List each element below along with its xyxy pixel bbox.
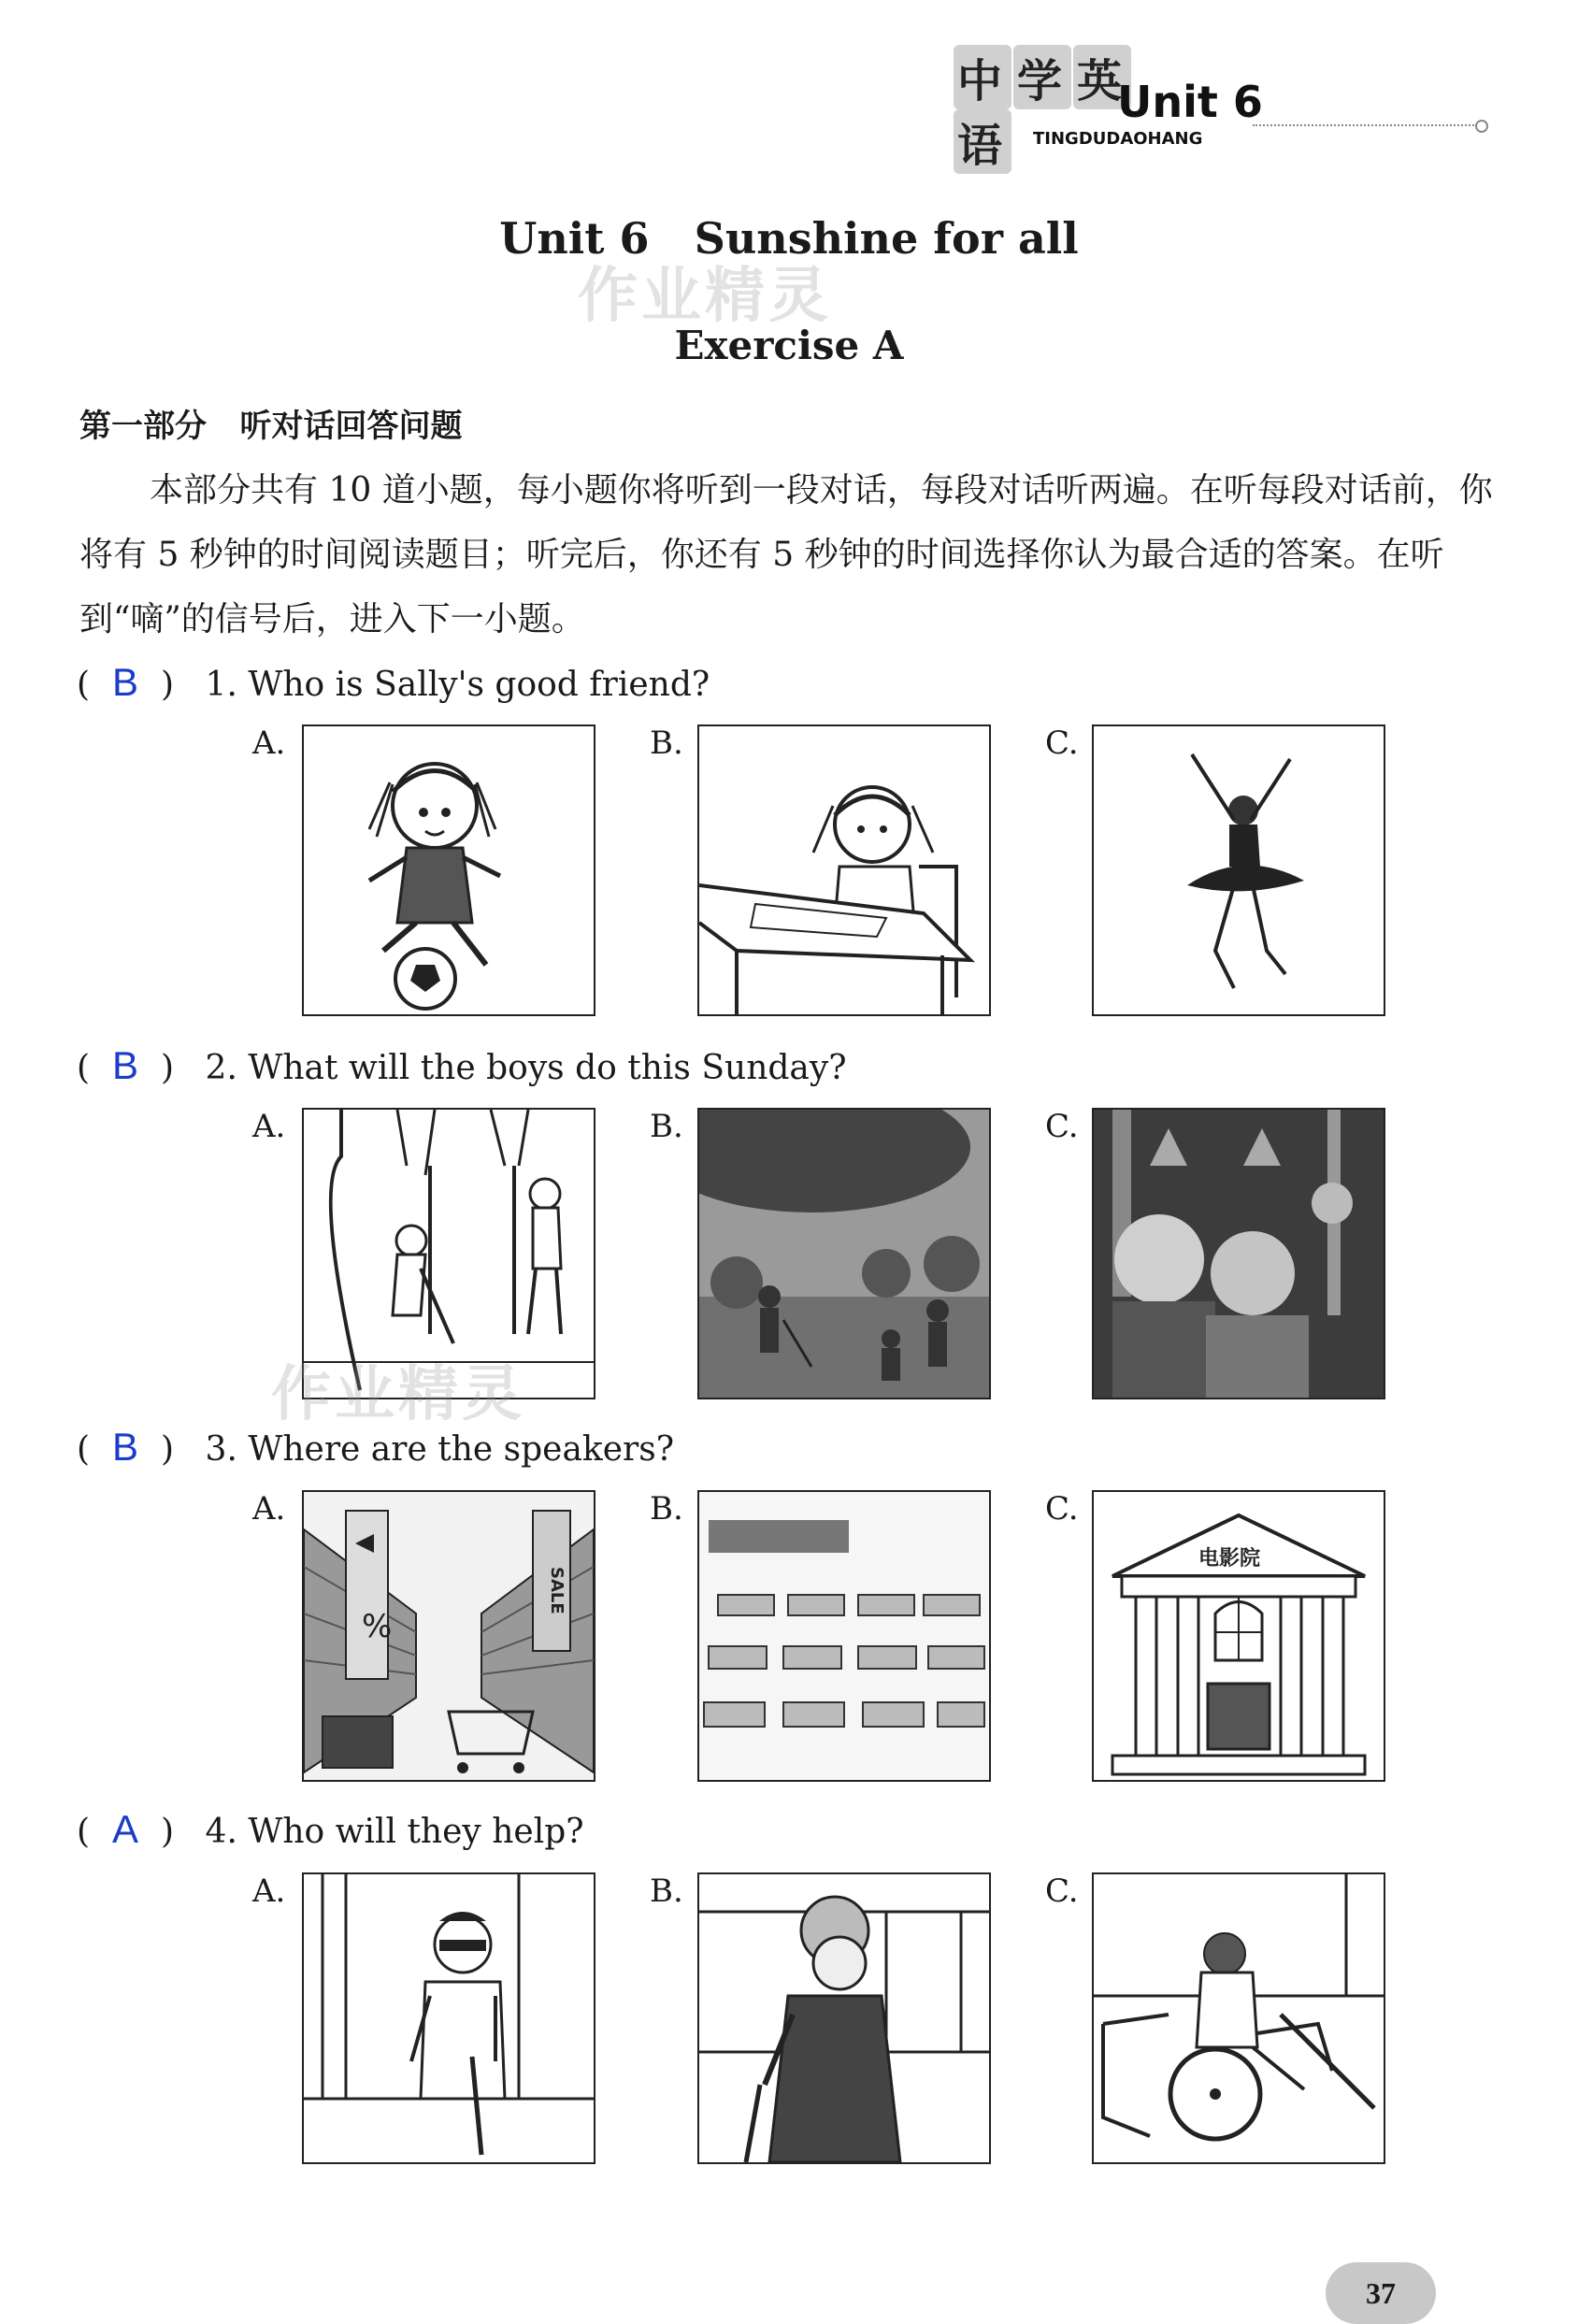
old-woman-image[interactable] [697,1872,991,2164]
girl-drawing-image[interactable] [697,724,991,1016]
answer-blank[interactable]: B [112,660,139,704]
option-letter: A. [252,1108,286,1145]
option-letter: C. [1045,1490,1079,1528]
question-text: Where are the speakers? [248,1430,675,1469]
option-letter: A. [252,724,286,762]
option-letter: B. [650,1490,683,1528]
cinema-sign: 电影院 [1198,1547,1261,1571]
open-paren: ( [77,1430,91,1469]
option-letter: B. [650,724,683,762]
book-title-char: 语 [954,109,1011,174]
question-number: 3. [205,1430,237,1469]
section-instructions: 本部分共有 10 道小题，每小题你将听到一段对话，每段对话听两遍。在听每段对话前，你将有 5 秒钟的时间阅读题目；听完后，你还有 5 秒钟的时间选择你认为最合适的答案。在听到“嘀”的信号后，进入下一小题。 [79,471,1493,638]
section-heading: 第一部分 听对话回答问题 [79,408,463,445]
question-1 [77,654,710,710]
wheelchair-icon [1094,1874,1384,2162]
party-photo-image[interactable] [1092,1108,1385,1399]
percent-sign: % [362,1608,393,1645]
question-text: What will the boys do this Sunday? [248,1049,847,1087]
girl-drawing-icon [699,726,989,1014]
book-title-char: 学 [1013,45,1071,109]
book-title-char: 中 [954,45,1011,109]
page-number: 37 [1326,2262,1436,2324]
cinema-icon [1094,1492,1384,1780]
option-letter: C. [1045,724,1079,762]
question-text: Who is Sally's good friend? [248,666,710,704]
open-paren: ( [77,1813,91,1851]
answer-blank[interactable]: B [112,1425,139,1469]
question-4 [77,1801,584,1858]
question-number: 1. [205,666,237,704]
close-paren: ) [161,666,175,704]
exercise-title: Exercise A [674,323,904,368]
cinema-image[interactable] [1092,1490,1385,1782]
girl-playing-football-icon [304,726,594,1014]
supermarket-icon [304,1492,594,1780]
unit-title: Unit 6 Sunshine for all [499,213,1079,264]
ballet-dancer-image[interactable] [1092,724,1385,1016]
option-letter: C. [1045,1108,1079,1145]
option-letter: C. [1045,1872,1079,1910]
blind-man-image[interactable] [302,1872,595,2164]
close-paren: ) [161,1049,175,1087]
open-paren: ( [77,666,91,704]
header-divider [1253,124,1477,126]
watermark: 作业精灵 [578,262,832,331]
watermark: 作业精灵 [271,1360,525,1429]
open-paren: ( [77,1049,91,1087]
option-letter: A. [252,1872,286,1910]
classroom-image[interactable] [697,1490,991,1782]
sale-sign: SALE [547,1567,567,1614]
party-photo-icon [1094,1110,1384,1398]
header-divider-end [1475,120,1488,133]
question-number: 4. [205,1813,237,1851]
close-paren: ) [161,1813,175,1851]
option-letter: B. [650,1108,683,1145]
book-title-char: 英 [1073,45,1131,109]
header-subtitle: TINGDUDAOHANG [1033,129,1203,149]
option-letter: B. [650,1872,683,1910]
close-paren: ) [161,1430,175,1469]
girl-playing-football-image[interactable] [302,724,595,1016]
answer-blank[interactable]: A [112,1807,139,1851]
classroom-icon [699,1492,989,1780]
option-letter: A. [252,1490,286,1528]
blind-man-icon [304,1874,594,2162]
answer-blank[interactable]: B [112,1043,139,1087]
cleaning-park-icon [699,1110,989,1398]
ballet-dancer-icon [1094,726,1384,1014]
old-woman-icon [699,1874,989,2162]
header-unit-label: Unit 6 [1117,77,1263,127]
question-number: 2. [205,1049,237,1087]
supermarket-image[interactable] [302,1490,595,1782]
cleaning-park-image[interactable] [697,1108,991,1399]
question-2 [77,1038,847,1094]
question-text: Who will they help? [248,1813,584,1851]
wheelchair-image[interactable] [1092,1872,1385,2164]
